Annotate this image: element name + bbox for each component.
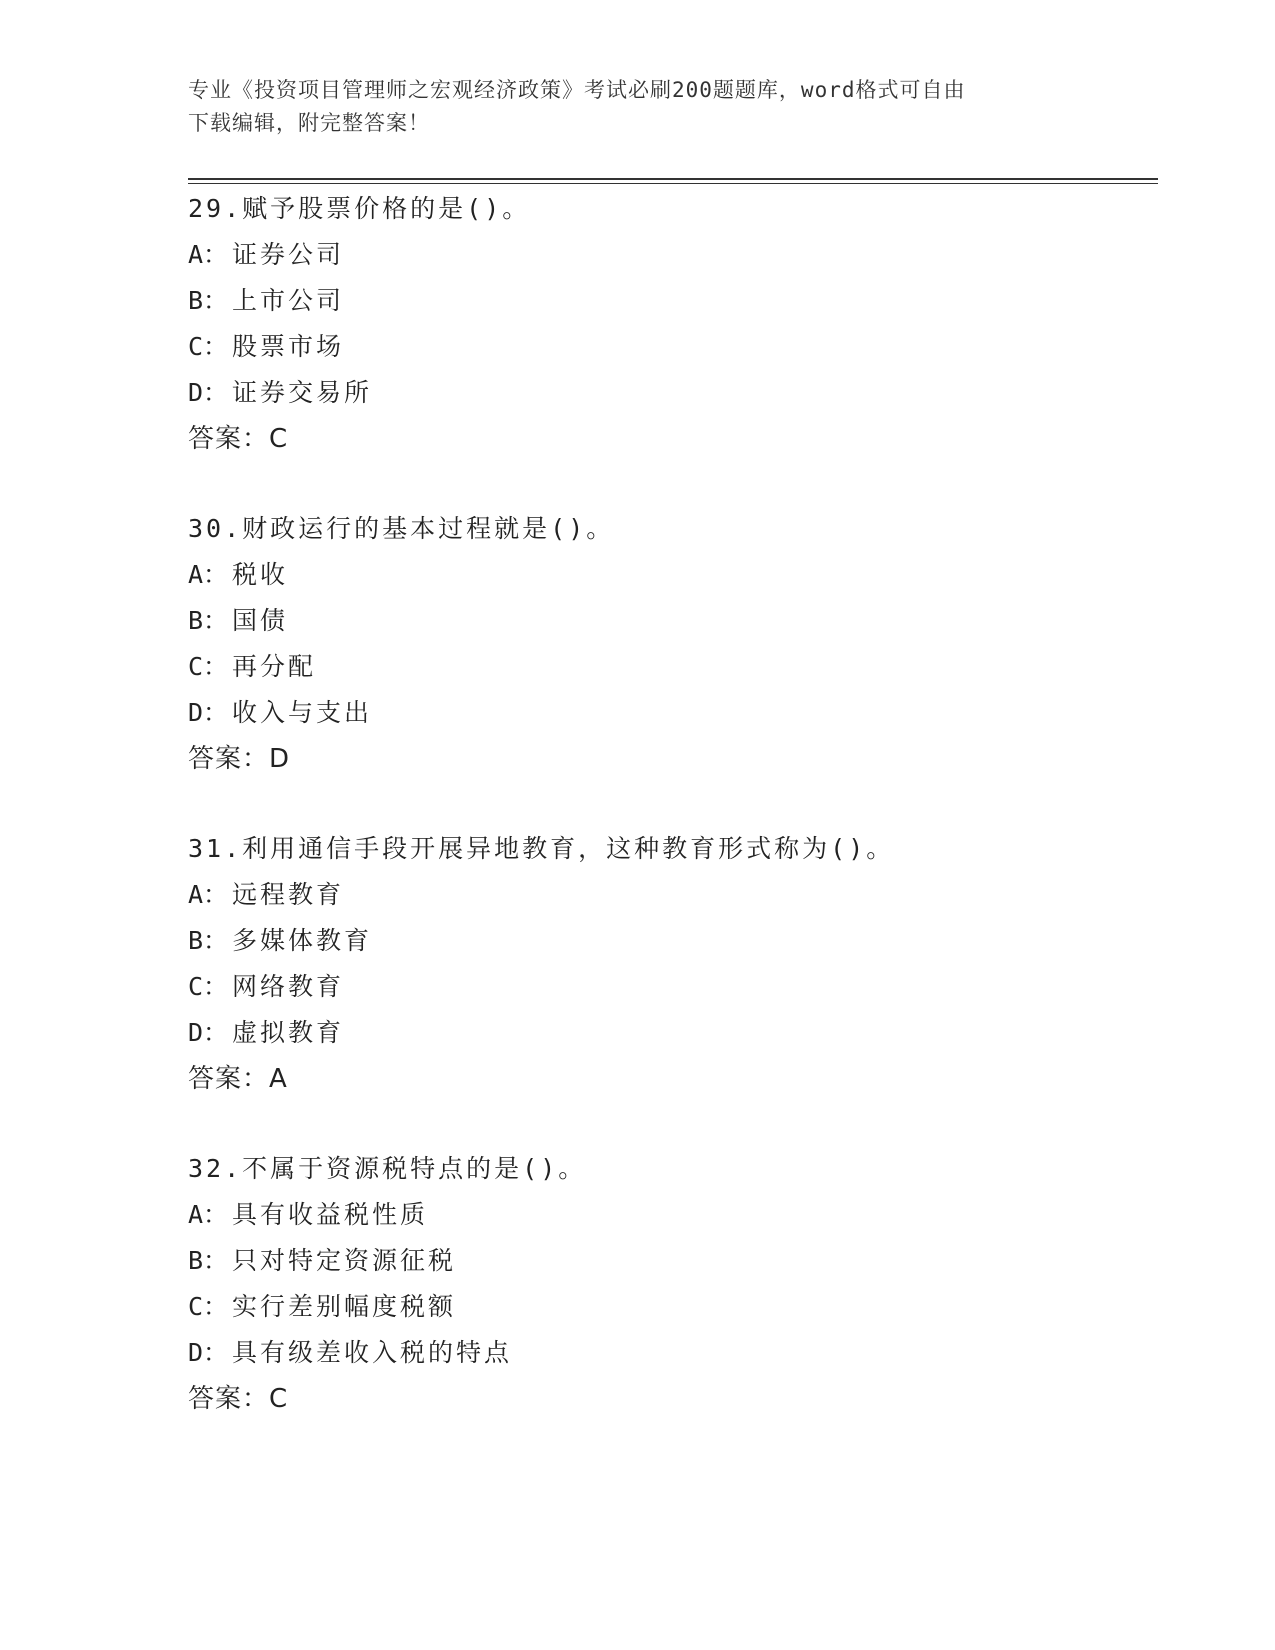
question-stem: 29.赋予股票价格的是()。 [188,194,531,223]
option-letter: D： [188,378,229,407]
answer-label: 答案：A [188,1064,288,1094]
option-a [188,872,1168,918]
question-block [188,506,1168,782]
option-letter: D： [188,698,229,727]
question-block [188,186,1168,462]
option-text: 虚拟教育 [232,1018,345,1047]
question-stem: 30.财政运行的基本过程就是()。 [188,514,615,543]
option-b [188,278,1168,324]
option-b [188,1238,1168,1284]
option-text: 证券公司 [232,240,345,269]
option-letter: C： [188,972,229,1001]
option-text: 具有收益税性质 [232,1200,429,1229]
header-line-2: 下载编辑，附完整答案！ [188,111,430,135]
document-header [188,74,1088,140]
option-c [188,1284,1168,1330]
option-text: 收入与支出 [232,698,373,727]
option-text: 多媒体教育 [232,926,373,955]
option-letter: A： [188,240,229,269]
option-d [188,690,1168,736]
option-a [188,552,1168,598]
option-letter: D： [188,1338,229,1367]
option-text: 再分配 [232,652,317,681]
option-text: 具有级差收入税的特点 [232,1338,513,1367]
option-letter: A： [188,560,229,589]
option-text: 网络教育 [232,972,345,1001]
option-letter: A： [188,880,229,909]
option-text: 税收 [232,560,289,589]
option-letter: C： [188,332,229,361]
option-letter: A： [188,1200,229,1229]
header-line-1: 专业《投资项目管理师之宏观经济政策》考试必刷200题题库，word格式可自由 [188,78,966,102]
option-text: 远程教育 [232,880,345,909]
answer-label: 答案：C [188,424,289,454]
option-b [188,918,1168,964]
option-letter: C： [188,1292,229,1321]
option-text: 股票市场 [232,332,345,361]
header-divider-thin [188,183,1158,184]
option-text: 国债 [232,606,289,635]
question-stem: 31.利用通信手段开展异地教育，这种教育形式称为()。 [188,834,895,863]
option-d [188,370,1168,416]
option-letter: B： [188,926,229,955]
question-stem: 32.不属于资源税特点的是()。 [188,1154,587,1183]
option-text: 上市公司 [232,286,345,315]
answer-label: 答案：C [188,1384,289,1414]
option-letter: B： [188,1246,229,1275]
option-a [188,232,1168,278]
option-letter: C： [188,652,229,681]
header-divider-thick [188,178,1158,180]
option-b [188,598,1168,644]
option-text: 实行差别幅度税额 [232,1292,457,1321]
option-text: 证券交易所 [232,378,373,407]
option-d [188,1010,1168,1056]
option-text: 只对特定资源征税 [232,1246,457,1275]
option-c [188,964,1168,1010]
question-block [188,1146,1168,1422]
option-letter: D： [188,1018,229,1047]
option-d [188,1330,1168,1376]
question-block [188,826,1168,1102]
option-c [188,324,1168,370]
option-c [188,644,1168,690]
option-a [188,1192,1168,1238]
answer-label: 答案：D [188,744,291,774]
option-letter: B： [188,286,229,315]
option-letter: B： [188,606,229,635]
